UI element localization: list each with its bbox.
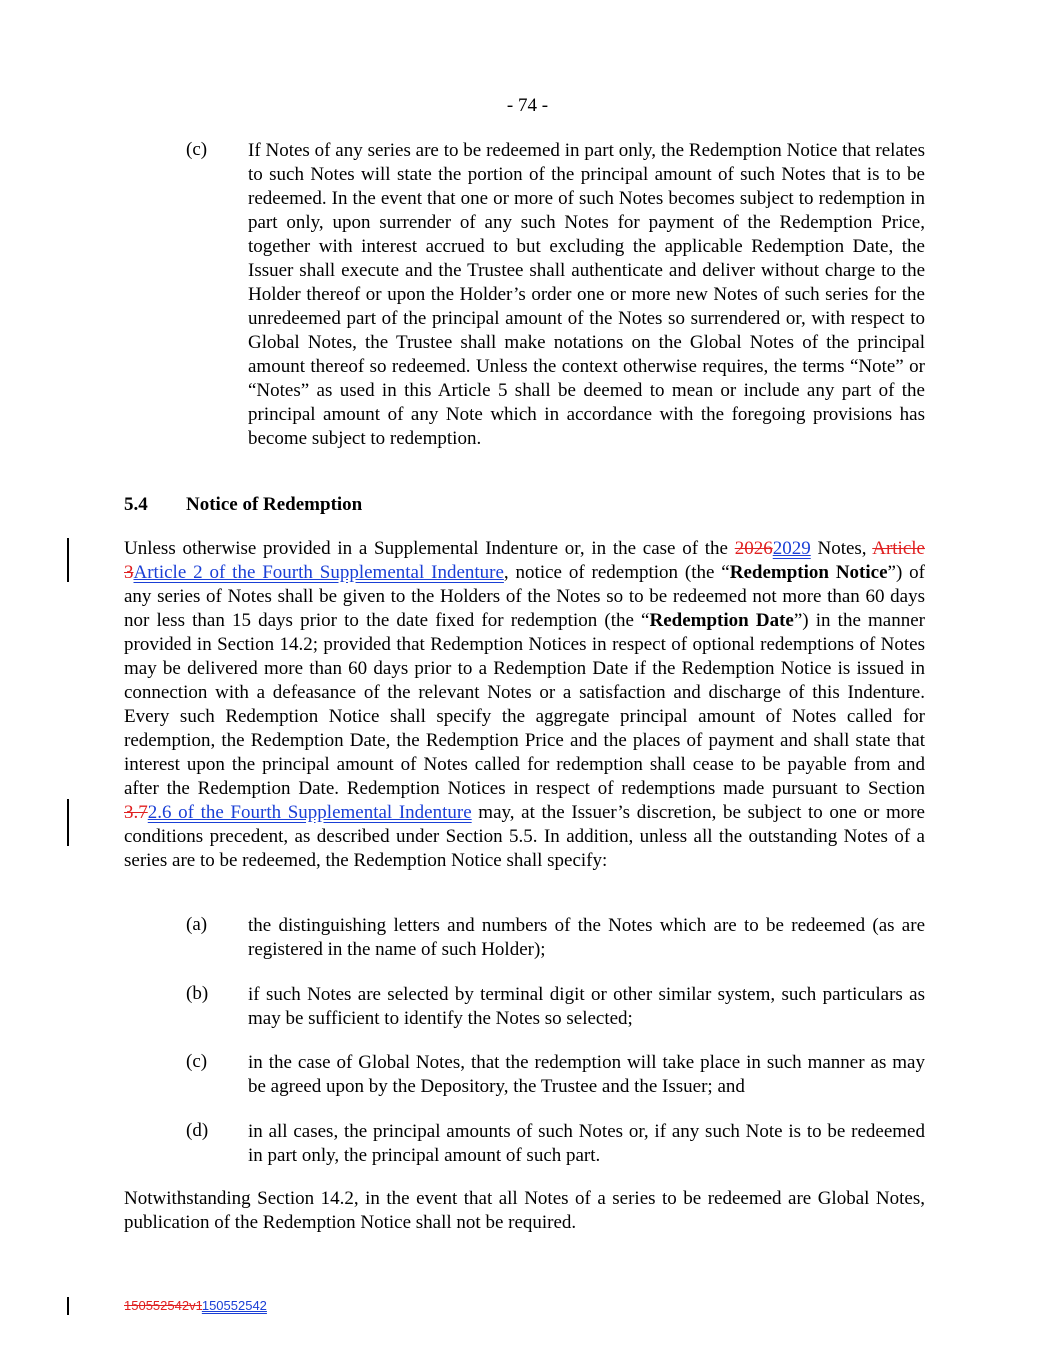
change-bar: [67, 799, 69, 846]
deleted-text: 3.7: [124, 802, 148, 823]
list-item-text: in the case of Global Notes, that the redemption will take place in such manner as may be agreed upon by the Depository, the Trustee and the Issuer; and: [248, 1052, 925, 1097]
text-run: ”) of any series of Notes shall be given to the Holders of the Notes so to be redeemed not more than 60 days nor less than 15 days prior to the date fixed for redemption (the “: [124, 562, 925, 631]
list-item: [124, 139, 925, 451]
list-item: [124, 1051, 925, 1099]
deleted-text: 2026: [734, 538, 773, 559]
list-item-text: if such Notes are selected by terminal digit or other similar system, such particulars as may be sufficient to identify the Notes so selected;: [248, 984, 925, 1029]
list-item-marker: (c): [186, 139, 208, 160]
page-number: - 74 -: [506, 95, 549, 116]
list-item-marker: (b): [186, 983, 209, 1004]
text-run: Notes,: [810, 538, 873, 559]
defined-term: Redemption Date: [649, 610, 794, 631]
list-item: [124, 1120, 925, 1168]
list-item-marker: (a): [186, 914, 208, 935]
section-title: Notice of Redemption: [186, 494, 363, 515]
text-run: Unless otherwise provided in a Supplemental Indenture or, in the case of the: [124, 538, 735, 559]
list-item-marker: (c): [186, 1051, 208, 1072]
change-bar: [67, 1297, 69, 1315]
list-item-marker: (d): [186, 1120, 209, 1141]
deleted-text: 150552542v1: [124, 1298, 202, 1313]
text-run: may, at the Issuer’s discretion, be subject to one or more conditions precedent, as described under Section 5.5. In addition, unless all the outstanding Notes of a series are to be redeemed, the Redemption Notice shall specify:: [124, 802, 925, 871]
list-item: [124, 983, 925, 1031]
list-item-text: in all cases, the principal amounts of such Notes or, if any such Note is to be redeemed in part only, the principal amount of such part.: [248, 1121, 925, 1166]
text-run: ”) in the manner provided in Section 14.2; provided that Redemption Notices in respect of optional redemptions of Notes may be delivered more than 60 days prior to a Redemption Date if the Redemption Notice is issued in connection with a defeasance of the relevant Notes or a satisfaction and discharge of this Indenture. Every such Redemption Notice shall specify the aggregate principal amount of Notes called for redemption, the Redemption Date, the Redemption Price and the places of payment and shall state that interest upon the principal amount of Notes called for redemption shall cease to be payable from and after the Redemption Date. Redemption Notices in respect of redemptions made pursuant to Section: [124, 610, 925, 799]
document-id-footer: [124, 1298, 267, 1314]
list-item-text: the distinguishing letters and numbers of the Notes which are to be redeemed (as are registered in the name of such Holder);: [248, 915, 925, 960]
text-run: , notice of redemption (the “: [503, 562, 730, 583]
change-bar: [67, 538, 69, 582]
body-paragraph: Notwithstanding Section 14.2, in the event that all Notes of a series to be redeemed are Global Notes, publication of the Redemption Notice shall not be required.: [124, 1188, 925, 1233]
section-number: 5.4: [124, 494, 148, 515]
inserted-text: 2029: [772, 538, 811, 559]
inserted-text: Article 2 of the Fourth Supplemental Indenture: [133, 562, 504, 583]
deleted-text: Article 3: [124, 538, 925, 583]
body-paragraph: [124, 537, 925, 873]
list-item: [124, 914, 925, 962]
inserted-text: 150552542: [201, 1298, 267, 1313]
inserted-text: 2.6 of the Fourth Supplemental Indenture: [147, 802, 472, 823]
section-heading: [124, 493, 362, 517]
list-item-text: If Notes of any series are to be redeemed in part only, the Redemption Notice that relates to such Notes will state the portion of the principal amount of such Notes that is to be redeemed. In the event that one or more of such Notes becomes subject to redemption in part only, upon surrender of any such Notes for payment of the Redemption Price, together with interest accrued to but excluding the applicable Redemption Date, the Issuer shall execute and the Trustee shall authenticate and deliver without charge to the Holder thereof or upon the Holder’s order one or more new Notes of such series for the unredeemed part of the principal amount of the Notes so surrendered or, with respect to Global Notes, the Trustee shall make notations on the Global Notes of the principal amount thereof so redeemed. Unless the context otherwise requires, the terms “Note” or “Notes” as used in this Article 5 shall be deemed to mean or include any part of the principal amount of any Note which in accordance with the foregoing provisions has become subject to redemption.: [248, 140, 925, 449]
defined-term: Redemption Notice: [729, 562, 888, 583]
